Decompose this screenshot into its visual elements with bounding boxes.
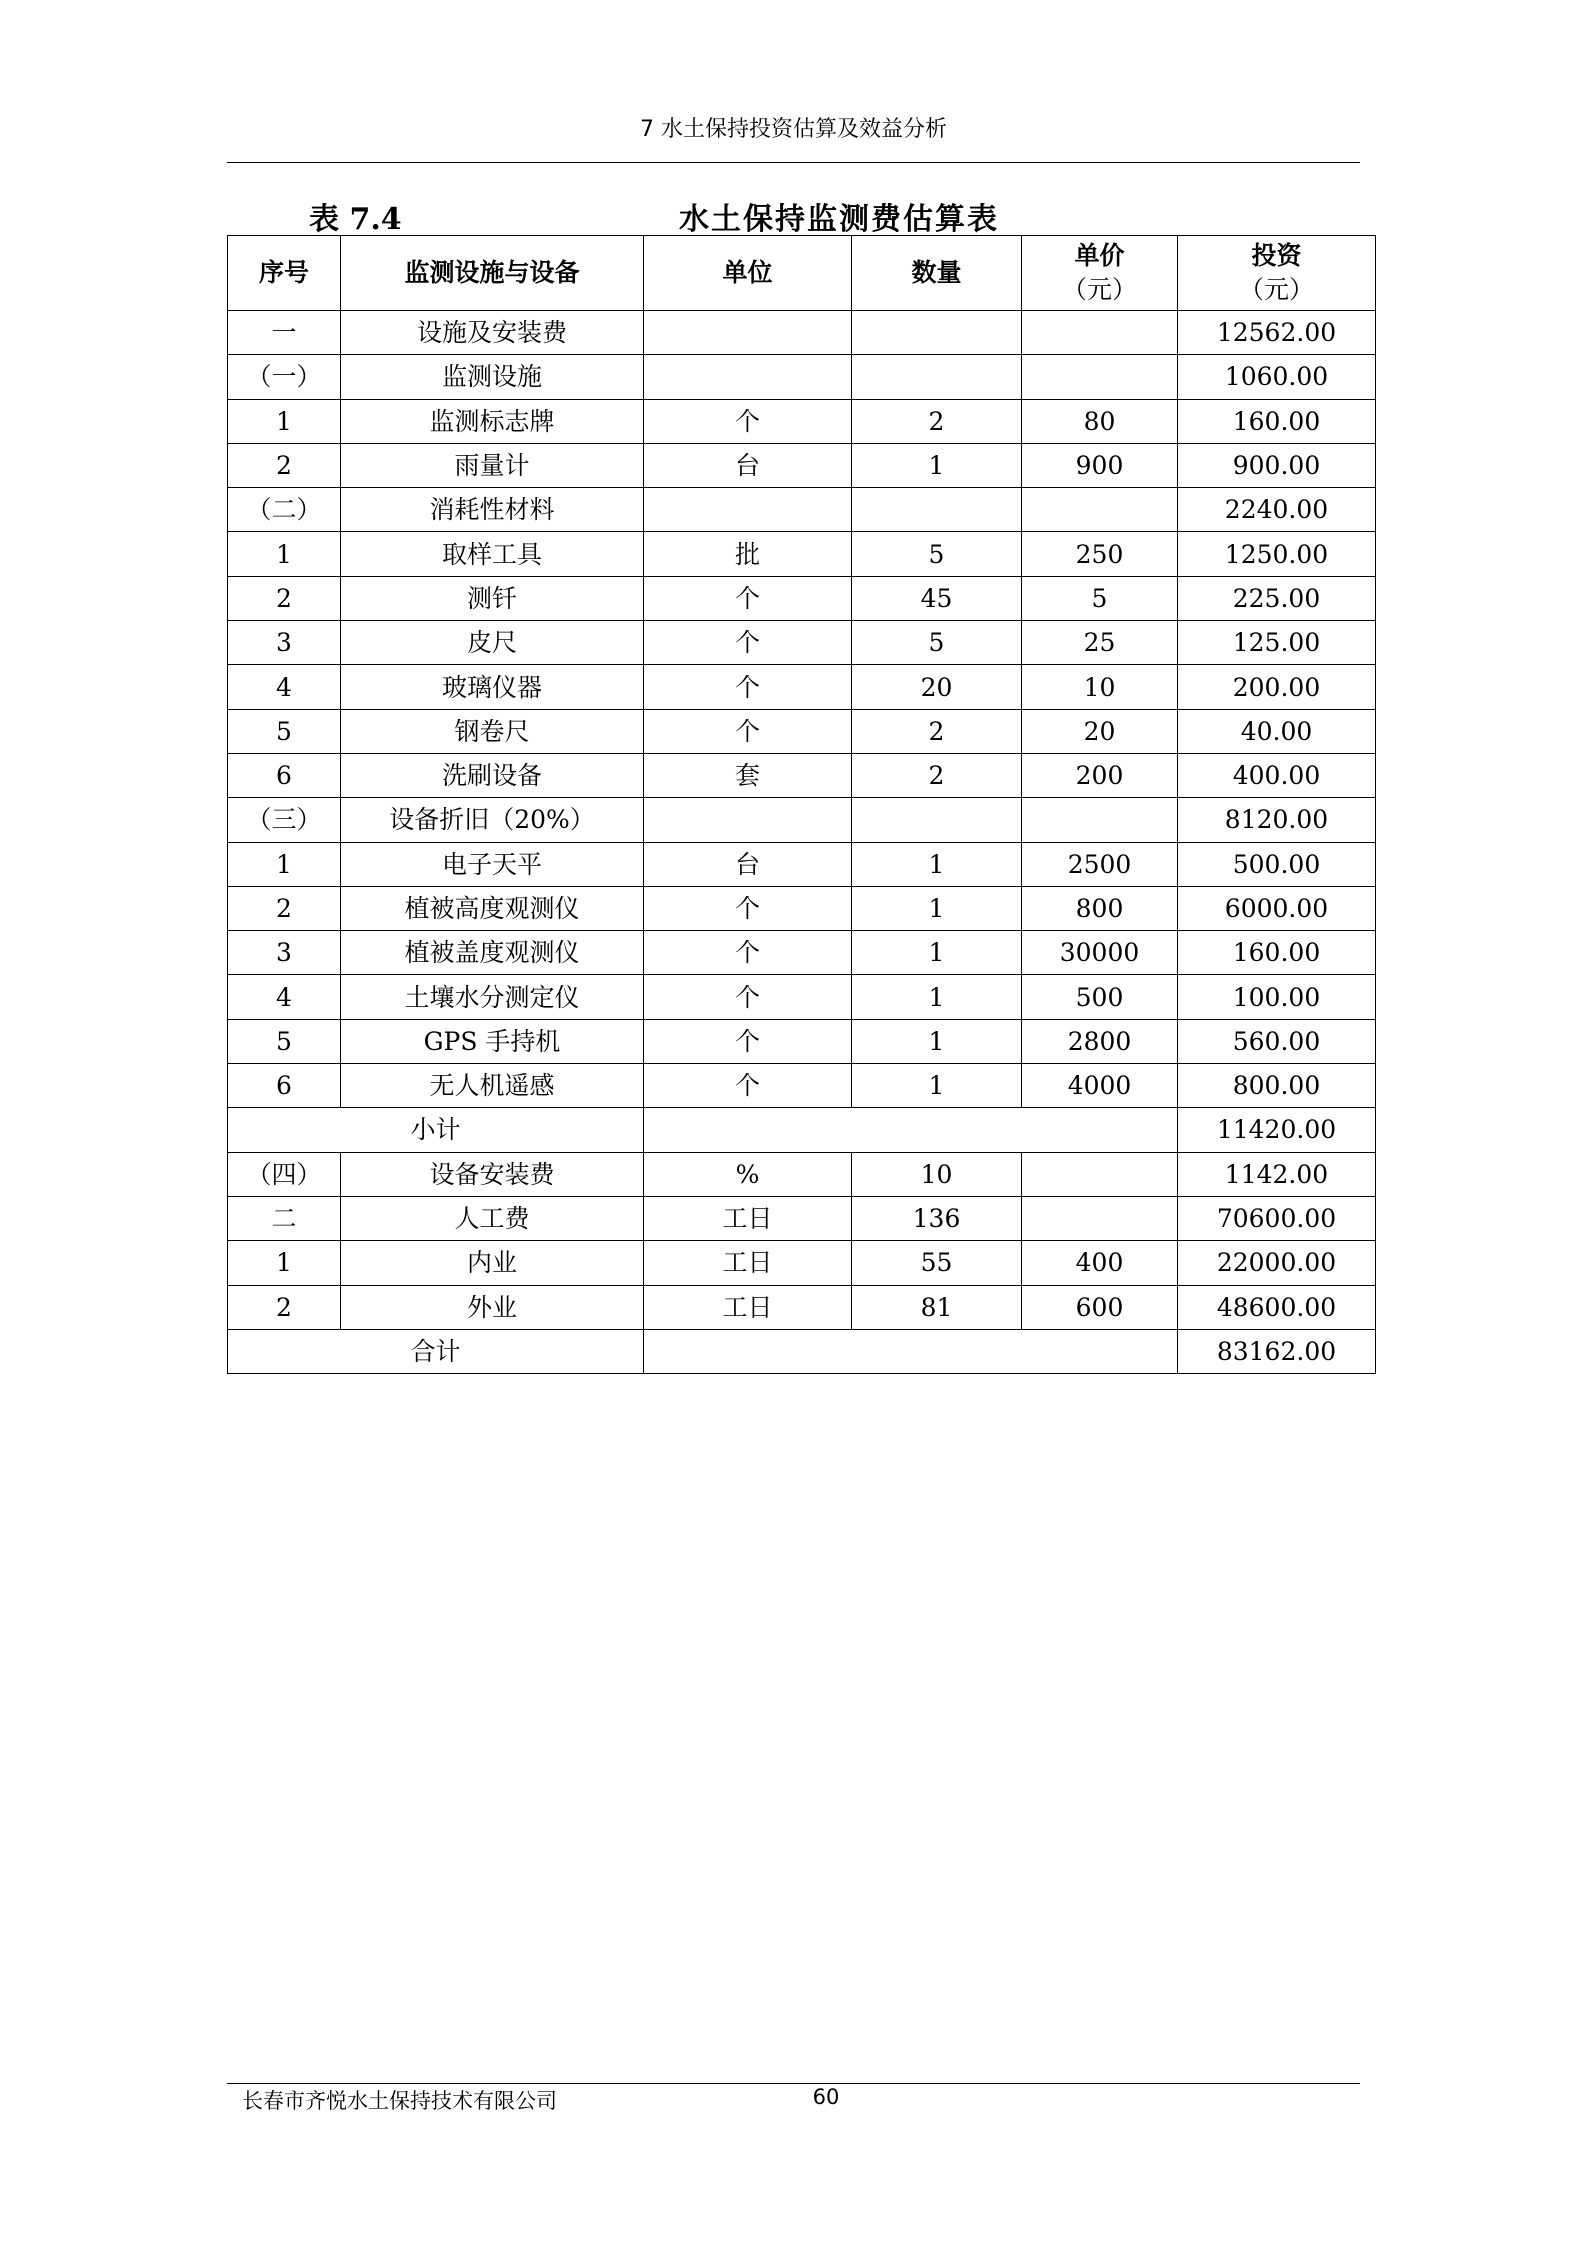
table-cell: GPS 手持机	[341, 1019, 644, 1063]
table-row	[228, 842, 1376, 886]
column-header-line1: 单价	[1074, 241, 1125, 270]
table-cell-empty	[644, 1329, 1178, 1373]
table-row	[228, 355, 1376, 399]
table-row	[228, 931, 1376, 975]
table-cell: 55	[852, 1241, 1022, 1285]
table-cell: 500.00	[1178, 842, 1376, 886]
table-cell	[1022, 488, 1178, 532]
table-cell	[852, 311, 1022, 355]
table-cell: 2	[852, 753, 1022, 797]
table-cell: 800	[1022, 886, 1178, 930]
table-cell: 6000.00	[1178, 886, 1376, 930]
monitoring-cost-table	[227, 235, 1376, 1374]
table-body	[228, 311, 1376, 1374]
table-title: 水土保持监测费估算表	[679, 202, 999, 237]
table-cell: 10	[1022, 665, 1178, 709]
table-cell: 设备折旧（20%）	[341, 798, 644, 842]
table-row	[228, 576, 1376, 620]
table-cell: 1	[852, 1019, 1022, 1063]
column-header-line2: （元）	[1238, 275, 1314, 304]
table-cell: 12562.00	[1178, 311, 1376, 355]
table-cell	[852, 355, 1022, 399]
table-cell: 1	[852, 1064, 1022, 1108]
table-cell: 5	[852, 532, 1022, 576]
column-header-line1: 数量	[911, 258, 962, 287]
table-cell: 监测标志牌	[341, 399, 644, 443]
table-row	[228, 975, 1376, 1019]
table-cell: （一）	[228, 355, 341, 399]
table-cell: 1060.00	[1178, 355, 1376, 399]
table-cell: 22000.00	[1178, 1241, 1376, 1285]
table-cell: 测钎	[341, 576, 644, 620]
table-cell: 1	[228, 532, 341, 576]
table-cell	[644, 311, 852, 355]
table-cell: 81	[852, 1285, 1022, 1329]
table-cell: 2	[228, 443, 341, 487]
table-cell: 工日	[644, 1241, 852, 1285]
table-cell: 4000	[1022, 1064, 1178, 1108]
table-cell: 雨量计	[341, 443, 644, 487]
table-cell: 4	[228, 665, 341, 709]
table-number: 表 7.4	[309, 202, 402, 237]
table-cell: 1250.00	[1178, 532, 1376, 576]
table-cell: 100.00	[1178, 975, 1376, 1019]
table-cell: 1	[852, 842, 1022, 886]
table-cell: 5	[228, 709, 341, 753]
table-cell: 玻璃仪器	[341, 665, 644, 709]
table-cell: 洗刷设备	[341, 753, 644, 797]
table-cell	[1022, 1152, 1178, 1196]
table-cell: 2	[852, 709, 1022, 753]
table-row	[228, 1064, 1376, 1108]
table-cell: 900	[1022, 443, 1178, 487]
table-cell: 1	[852, 975, 1022, 1019]
table-cell-empty	[644, 1108, 1178, 1152]
table-cell: 3	[228, 931, 341, 975]
table-cell: 2	[228, 886, 341, 930]
table-cell: 个	[644, 886, 852, 930]
table-row	[228, 753, 1376, 797]
table-cell: 200	[1022, 753, 1178, 797]
column-header	[1178, 236, 1376, 311]
table-cell: %	[644, 1152, 852, 1196]
table-row	[228, 1285, 1376, 1329]
table-cell	[1022, 355, 1178, 399]
table-row	[228, 443, 1376, 487]
table-cell: 内业	[341, 1241, 644, 1285]
table-cell: 植被盖度观测仪	[341, 931, 644, 975]
table-cell	[1022, 1196, 1178, 1240]
table-cell: 400	[1022, 1241, 1178, 1285]
table-cell: 植被高度观测仪	[341, 886, 644, 930]
table-row	[228, 488, 1376, 532]
table-cell: 人工费	[341, 1196, 644, 1240]
table-cell: 钢卷尺	[341, 709, 644, 753]
table-cell: 个	[644, 1019, 852, 1063]
column-header-line1: 序号	[258, 258, 309, 287]
table-row	[228, 311, 1376, 355]
table-cell: 160.00	[1178, 931, 1376, 975]
table-row	[228, 709, 1376, 753]
table-cell: 个	[644, 1064, 852, 1108]
table-cell: 40.00	[1178, 709, 1376, 753]
table-row	[228, 798, 1376, 842]
table-cell: 800.00	[1178, 1064, 1376, 1108]
table-cell: 个	[644, 931, 852, 975]
table-cell: 1	[228, 842, 341, 886]
table-row	[228, 1241, 1376, 1285]
table-cell: 900.00	[1178, 443, 1376, 487]
table-cell: 500	[1022, 975, 1178, 1019]
table-cell: （四）	[228, 1152, 341, 1196]
table-cell: 消耗性材料	[341, 488, 644, 532]
column-header-line1: 投资	[1251, 241, 1302, 270]
table-cell: 取样工具	[341, 532, 644, 576]
table-cell: 4	[228, 975, 341, 1019]
table-cell: 个	[644, 975, 852, 1019]
table-cell: 外业	[341, 1285, 644, 1329]
footer-company-name: 长春市齐悦水土保持技术有限公司	[242, 2089, 557, 2113]
table-cell: 2240.00	[1178, 488, 1376, 532]
table-cell: 1	[852, 886, 1022, 930]
table-row	[228, 1196, 1376, 1240]
total-value: 83162.00	[1178, 1329, 1376, 1373]
table-cell: 2800	[1022, 1019, 1178, 1063]
table-cell: 个	[644, 576, 852, 620]
table-cell: 监测设施	[341, 355, 644, 399]
column-header	[644, 236, 852, 311]
table-cell: 2500	[1022, 842, 1178, 886]
table-cell: 2	[852, 399, 1022, 443]
table-cell: 250	[1022, 532, 1178, 576]
table-cell: 48600.00	[1178, 1285, 1376, 1329]
table-row	[228, 532, 1376, 576]
table-cell: 个	[644, 399, 852, 443]
table-cell: 80	[1022, 399, 1178, 443]
table-cell: 6	[228, 753, 341, 797]
table-cell: 400.00	[1178, 753, 1376, 797]
table-cell: 套	[644, 753, 852, 797]
table-cell: 20	[1022, 709, 1178, 753]
table-cell: 台	[644, 842, 852, 886]
table-row	[228, 621, 1376, 665]
table-cell: 二	[228, 1196, 341, 1240]
table-caption	[227, 194, 1377, 237]
table-cell: 70600.00	[1178, 1196, 1376, 1240]
table-cell: 一	[228, 311, 341, 355]
table-cell	[852, 488, 1022, 532]
table-cell: 台	[644, 443, 852, 487]
table-cell: 个	[644, 709, 852, 753]
table-cell: （二）	[228, 488, 341, 532]
table-cell: 45	[852, 576, 1022, 620]
table-cell: 工日	[644, 1285, 852, 1329]
footer-rule	[227, 2083, 1360, 2084]
table-cell: 3	[228, 621, 341, 665]
column-header-line1: 监测设施与设备	[404, 258, 580, 287]
table-cell: 2	[228, 576, 341, 620]
table-cell: 电子天平	[341, 842, 644, 886]
table-cell: 25	[1022, 621, 1178, 665]
table-cell: 个	[644, 665, 852, 709]
table-cell: 工日	[644, 1196, 852, 1240]
total-row	[228, 1329, 1376, 1373]
table-cell: 土壤水分测定仪	[341, 975, 644, 1019]
table-row	[228, 1019, 1376, 1063]
table-cell	[644, 355, 852, 399]
table-cell: （三）	[228, 798, 341, 842]
table-cell: 1	[852, 931, 1022, 975]
table-cell: 10	[852, 1152, 1022, 1196]
table-cell: 2	[228, 1285, 341, 1329]
table-cell: 20	[852, 665, 1022, 709]
subtotal-value: 11420.00	[1178, 1108, 1376, 1152]
table-cell: 160.00	[1178, 399, 1376, 443]
table-cell: 1	[228, 399, 341, 443]
column-header-line2: （元）	[1061, 275, 1137, 304]
table-cell	[852, 798, 1022, 842]
table-cell: 无人机遥感	[341, 1064, 644, 1108]
column-header	[1022, 236, 1178, 311]
table-cell	[644, 488, 852, 532]
subtotal-label: 小计	[228, 1108, 644, 1152]
table-cell: 批	[644, 532, 852, 576]
table-cell	[644, 798, 852, 842]
table-cell: 1	[228, 1241, 341, 1285]
table-cell: 136	[852, 1196, 1022, 1240]
table-cell: 30000	[1022, 931, 1178, 975]
table-row	[228, 886, 1376, 930]
column-header-line1: 单位	[722, 258, 773, 287]
table-cell: 5	[1022, 576, 1178, 620]
total-label: 合计	[228, 1329, 644, 1373]
table-cell: 5	[852, 621, 1022, 665]
table-cell: 8120.00	[1178, 798, 1376, 842]
table-cell: 设备安装费	[341, 1152, 644, 1196]
table-cell: 5	[228, 1019, 341, 1063]
column-header	[341, 236, 644, 311]
table-cell: 个	[644, 621, 852, 665]
table-row	[228, 1152, 1376, 1196]
column-header	[228, 236, 341, 311]
table-cell: 200.00	[1178, 665, 1376, 709]
table-cell: 225.00	[1178, 576, 1376, 620]
header-rule	[227, 162, 1360, 163]
running-header: 7 水土保持投资估算及效益分析	[640, 117, 947, 142]
table-cell	[1022, 798, 1178, 842]
table-cell: 皮尺	[341, 621, 644, 665]
table-cell: 600	[1022, 1285, 1178, 1329]
table-cell: 125.00	[1178, 621, 1376, 665]
subtotal-row	[228, 1108, 1376, 1152]
page-number: 60	[812, 2085, 840, 2109]
table-cell: 设施及安装费	[341, 311, 644, 355]
table-row	[228, 399, 1376, 443]
table-cell: 1	[852, 443, 1022, 487]
table-cell: 6	[228, 1064, 341, 1108]
table-header-row	[228, 236, 1376, 311]
table-cell: 1142.00	[1178, 1152, 1376, 1196]
table-cell	[1022, 311, 1178, 355]
column-header	[852, 236, 1022, 311]
table-cell: 560.00	[1178, 1019, 1376, 1063]
table-row	[228, 665, 1376, 709]
